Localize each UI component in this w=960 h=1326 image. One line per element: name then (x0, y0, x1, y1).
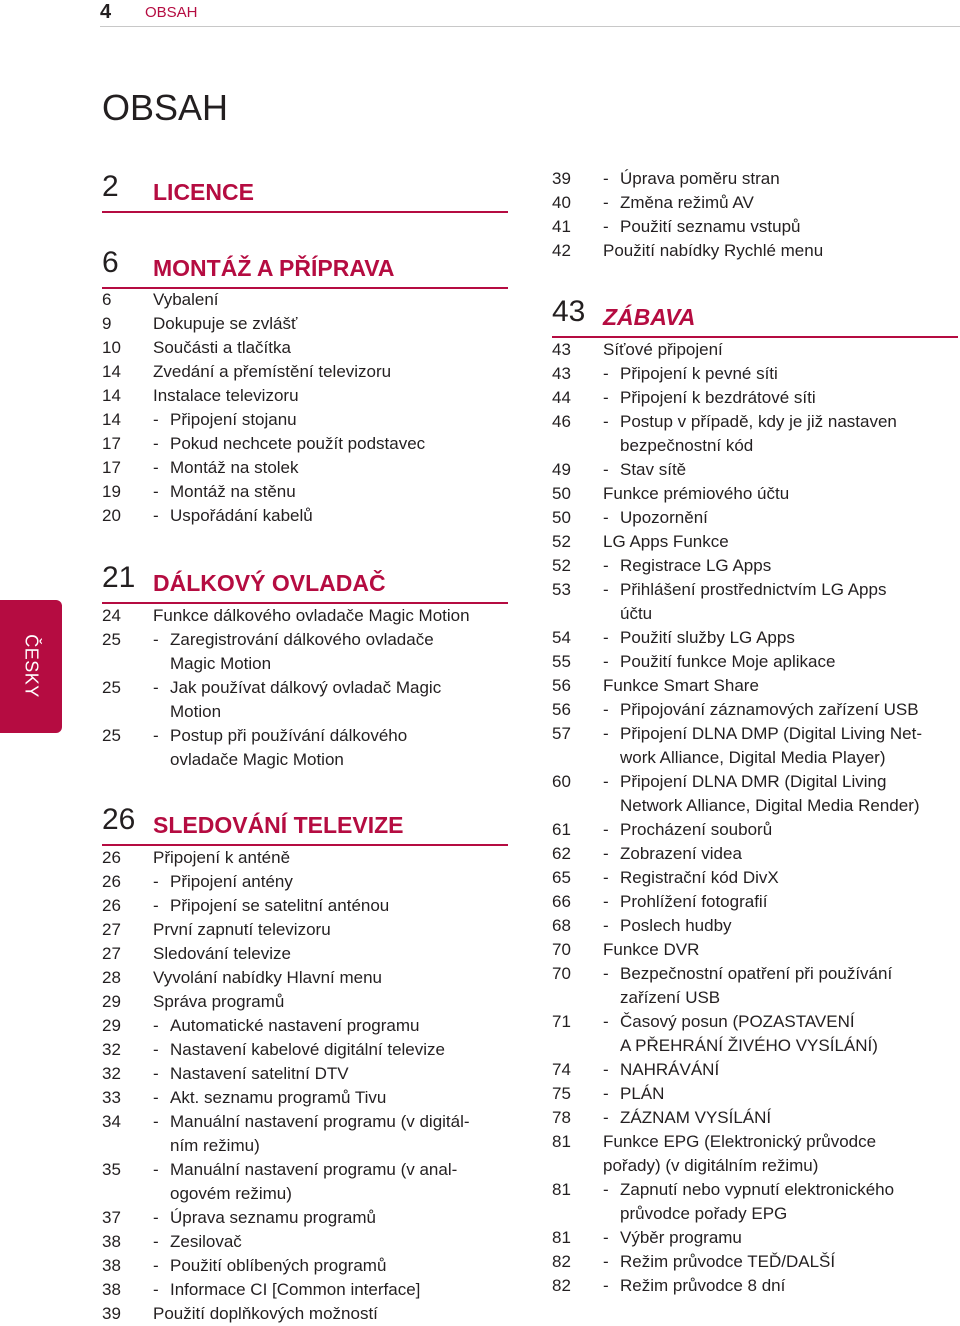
entry-text: První zapnutí televizoru (153, 920, 331, 939)
entry-text: Připojení k pevné síti (620, 364, 778, 383)
subentry-dash: - (603, 820, 609, 839)
page-header (0, 0, 960, 24)
entry-page-number: 46 (552, 412, 571, 431)
section-title: ZÁBAVA (603, 304, 696, 330)
entry-text: Použití seznamu vstupů (620, 217, 801, 236)
entry-page-number: 9 (102, 314, 112, 333)
language-tab-label: ČESKY (21, 634, 42, 698)
entry-page-number: 41 (552, 217, 571, 236)
entry-page-number: 24 (102, 606, 121, 625)
entry-page-number: 14 (102, 410, 121, 429)
section-title: LICENCE (153, 179, 254, 205)
entry-page-number: 57 (552, 724, 571, 743)
subentry-dash: - (603, 1060, 609, 1079)
entry-page-number: 25 (102, 678, 121, 697)
entry-text: účtu (620, 604, 653, 623)
entry-page-number: 32 (102, 1064, 121, 1083)
subentry-dash: - (603, 1012, 609, 1031)
entry-page-number: 14 (102, 386, 121, 405)
entry-text: Automatické nastavení programu (170, 1016, 420, 1035)
entry-page-number: 38 (102, 1280, 121, 1299)
entry-page-number: 49 (552, 460, 571, 479)
entry-text: LG Apps Funkce (603, 532, 729, 551)
subentry-dash: - (603, 217, 609, 236)
entry-text: Manuální nastavení programu (v digitál- (170, 1112, 470, 1131)
subentry-dash: - (153, 1016, 159, 1035)
entry-page-number: 10 (102, 338, 121, 357)
entry-page-number: 26 (102, 896, 121, 915)
entry-page-number: 39 (552, 169, 571, 188)
entry-page-number: 38 (102, 1256, 121, 1275)
subentry-dash: - (603, 724, 609, 743)
entry-text: Prohlížení fotografií (620, 892, 768, 911)
entry-page-number: 19 (102, 482, 121, 501)
entry-page-number: 25 (102, 630, 121, 649)
entry-text: Funkce dálkového ovladače Magic Motion (153, 606, 470, 625)
entry-text: PLÁN (620, 1084, 665, 1103)
entry-page-number: 65 (552, 868, 571, 887)
entry-text: Magic Motion (170, 654, 272, 673)
entry-page-number: 60 (552, 772, 571, 791)
page-number: 4 (100, 1, 112, 23)
entry-text: ZÁZNAM VYSÍLÁNÍ (620, 1108, 772, 1127)
entry-page-number: 14 (102, 362, 121, 381)
entry-page-number: 50 (552, 484, 571, 503)
entry-text: pořady) (v digitálním režimu) (603, 1156, 819, 1175)
entry-text: Nastavení satelitní DTV (170, 1064, 349, 1083)
entry-page-number: 55 (552, 652, 571, 671)
subentry-dash: - (603, 364, 609, 383)
entry-text: Připojení antény (170, 872, 293, 891)
subentry-dash: - (603, 460, 609, 479)
entry-text: Použití služby LG Apps (620, 628, 795, 647)
entry-text: Připojení k anténě (153, 848, 291, 867)
entry-text: zařízení USB (620, 988, 721, 1007)
section-title: DÁLKOVÝ OVLADAČ (153, 570, 386, 596)
subentry-dash: - (153, 1112, 159, 1131)
entry-page-number: 42 (552, 241, 571, 260)
subentry-dash: - (153, 896, 159, 915)
entry-page-number: 81 (552, 1132, 571, 1151)
entry-text: ním režimu) (170, 1136, 260, 1155)
page-title: OBSAH (102, 87, 229, 128)
entry-text: Montáž na stěnu (170, 482, 296, 501)
subentry-dash: - (603, 1108, 609, 1127)
subentry-dash: - (603, 1180, 609, 1199)
entry-text: Informace CI [Common interface] (170, 1280, 421, 1299)
subentry-dash: - (603, 844, 609, 863)
entry-page-number: 52 (552, 556, 571, 575)
entry-page-number: 20 (102, 506, 121, 525)
entry-page-number: 29 (102, 1016, 121, 1035)
subentry-dash: - (603, 1228, 609, 1247)
entry-text: Funkce EPG (Elektronický průvodce (603, 1132, 877, 1151)
entry-text: Sledování televize (153, 944, 291, 963)
entry-text: Připojení k bezdrátové síti (620, 388, 816, 407)
subentry-dash: - (603, 772, 609, 791)
subentry-dash: - (603, 580, 609, 599)
subentry-dash: - (603, 193, 609, 212)
entry-text: Pokud nechcete použít podstavec (170, 434, 426, 453)
subentry-dash: - (603, 916, 609, 935)
entry-text: Použití oblíbených programů (170, 1256, 387, 1275)
entry-text: Funkce Smart Share (603, 676, 759, 695)
entry-page-number: 43 (552, 340, 571, 359)
entry-page-number: 26 (102, 872, 121, 891)
entry-page-number: 25 (102, 726, 121, 745)
subentry-dash: - (153, 458, 159, 477)
entry-page-number: 54 (552, 628, 571, 647)
entry-text: Zobrazení videa (620, 844, 742, 863)
entry-text: work Alliance, Digital Media Player) (620, 748, 886, 767)
subentry-dash: - (153, 1280, 159, 1299)
entry-text: Poslech hudby (620, 916, 732, 935)
subentry-dash: - (153, 1064, 159, 1083)
entry-text: Úprava poměru stran (620, 169, 780, 188)
subentry-dash: - (153, 1040, 159, 1059)
entry-page-number: 37 (102, 1208, 121, 1227)
entry-text: Součásti a tlačítka (153, 338, 291, 357)
entry-page-number: 39 (102, 1304, 121, 1323)
entry-text: Úprava seznamu programů (170, 1208, 376, 1227)
entry-page-number: 17 (102, 434, 121, 453)
subentry-dash: - (603, 388, 609, 407)
subentry-dash: - (153, 1208, 159, 1227)
subentry-dash: - (153, 1160, 159, 1179)
entry-page-number: 44 (552, 388, 571, 407)
entry-page-number: 53 (552, 580, 571, 599)
entry-page-number: 78 (552, 1108, 571, 1127)
entry-page-number: 43 (552, 364, 571, 383)
entry-text: průvodce pořady EPG (620, 1204, 788, 1223)
entry-page-number: 52 (552, 532, 571, 551)
subentry-dash: - (153, 726, 159, 745)
entry-page-number: 38 (102, 1232, 121, 1251)
entry-text: Zapnutí nebo vypnutí elektronického (620, 1180, 895, 1199)
entry-text: Přihlášení prostřednictvím LG Apps (620, 580, 887, 599)
entry-page-number: 70 (552, 964, 571, 983)
entry-text: Použití nabídky Rychlé menu (603, 241, 824, 260)
subentry-dash: - (153, 1256, 159, 1275)
entry-page-number: 62 (552, 844, 571, 863)
entry-page-number: 6 (102, 290, 112, 309)
entry-text: Zvedání a přemístění televizoru (153, 362, 392, 381)
entry-text: Funkce DVR (603, 940, 700, 959)
entry-text: Připojení stojanu (170, 410, 297, 429)
entry-page-number: 61 (552, 820, 571, 839)
subentry-dash: - (153, 1232, 159, 1251)
entry-page-number: 50 (552, 508, 571, 527)
subentry-dash: - (603, 556, 609, 575)
entry-text: Funkce prémiového účtu (603, 484, 790, 503)
entry-text: Síťové připojení (603, 340, 723, 359)
subentry-dash: - (603, 412, 609, 431)
entry-page-number: 26 (102, 848, 121, 867)
section-divider (102, 211, 508, 213)
entry-page-number: 82 (552, 1252, 571, 1271)
entry-text: Registrace LG Apps (620, 556, 772, 575)
entry-page-number: 35 (102, 1160, 121, 1179)
entry-text: Režim průvodce 8 dní (620, 1276, 786, 1295)
entry-text: Uspořádání kabelů (170, 506, 313, 525)
entry-page-number: 81 (552, 1180, 571, 1199)
entry-page-number: 71 (552, 1012, 571, 1031)
subentry-dash: - (153, 630, 159, 649)
entry-text: Použití funkce Moje aplikace (620, 652, 836, 671)
subentry-dash: - (603, 508, 609, 527)
subentry-dash: - (153, 434, 159, 453)
language-tab (0, 600, 62, 733)
section-title: MONTÁŽ A PŘÍPRAVA (153, 255, 395, 281)
subentry-dash: - (153, 678, 159, 697)
entry-page-number: 27 (102, 920, 121, 939)
entry-page-number: 33 (102, 1088, 121, 1107)
entry-text: Stav sítě (620, 460, 687, 479)
section-page-number: 21 (102, 561, 136, 594)
section-title: SLEDOVÁNÍ TELEVIZE (153, 812, 404, 838)
entry-page-number: 82 (552, 1276, 571, 1295)
entry-text: Časový posun (POZASTAVENÍ (620, 1012, 855, 1031)
entry-text: ovladače Magic Motion (170, 750, 344, 769)
entry-text: Vybalení (153, 290, 219, 309)
header-divider (100, 26, 960, 27)
entry-page-number: 56 (552, 676, 571, 695)
entry-text: Zaregistrování dálkového ovladače (170, 630, 434, 649)
entry-text: ogovém režimu) (170, 1184, 292, 1203)
entry-page-number: 68 (552, 916, 571, 935)
entry-page-number: 28 (102, 968, 121, 987)
entry-text: Změna režimů AV (620, 193, 754, 212)
subentry-dash: - (603, 868, 609, 887)
entry-text: NAHRÁVÁNÍ (620, 1060, 720, 1079)
entry-text: Použití doplňkových možností (153, 1304, 378, 1323)
subentry-dash: - (603, 700, 609, 719)
entry-text: Dokupuje se zvlášť (153, 314, 298, 333)
entry-page-number: 74 (552, 1060, 571, 1079)
header-title: OBSAH (145, 4, 198, 21)
subentry-dash: - (603, 892, 609, 911)
entry-text: Zesilovač (170, 1232, 242, 1251)
entry-text: Připojování záznamových zařízení USB (620, 700, 919, 719)
subentry-dash: - (153, 506, 159, 525)
subentry-dash: - (153, 872, 159, 891)
entry-text: Připojení se satelitní anténou (170, 896, 390, 915)
entry-page-number: 40 (552, 193, 571, 212)
subentry-dash: - (153, 1088, 159, 1107)
entry-text: Montáž na stolek (170, 458, 299, 477)
entry-page-number: 29 (102, 992, 121, 1011)
entry-text: Manuální nastavení programu (v anal- (170, 1160, 458, 1179)
entry-page-number: 17 (102, 458, 121, 477)
entry-page-number: 32 (102, 1040, 121, 1059)
section-page-number: 26 (102, 803, 136, 836)
entry-text: Režim průvodce TEĎ/DALŠÍ (620, 1252, 836, 1271)
section-page-number: 6 (102, 246, 119, 279)
entry-text: Network Alliance, Digital Media Render) (620, 796, 920, 815)
entry-text: A PŘEHRÁNÍ ŽIVÉHO VYSÍLÁNÍ) (620, 1036, 878, 1055)
entry-text: Akt. seznamu programů Tivu (170, 1088, 387, 1107)
subentry-dash: - (603, 169, 609, 188)
subentry-dash: - (603, 964, 609, 983)
entry-text: Bezpečnostní opatření při používání (620, 964, 893, 983)
entry-page-number: 66 (552, 892, 571, 911)
entry-text: Připojení DLNA DMR (Digital Living (620, 772, 887, 791)
entry-text: Upozornění (620, 508, 708, 527)
subentry-dash: - (153, 482, 159, 501)
entry-text: Postup při používání dálkového (170, 726, 408, 745)
entry-text: Nastavení kabelové digitální televize (170, 1040, 445, 1059)
section-page-number: 2 (102, 170, 119, 203)
entry-text: Správa programů (153, 992, 285, 1011)
subentry-dash: - (153, 410, 159, 429)
subentry-dash: - (603, 652, 609, 671)
subentry-dash: - (603, 1276, 609, 1295)
entry-page-number: 34 (102, 1112, 121, 1131)
entry-text: Výběr programu (620, 1228, 742, 1247)
entry-text: Vyvolání nabídky Hlavní menu (153, 968, 382, 987)
subentry-dash: - (603, 1252, 609, 1271)
entry-page-number: 56 (552, 700, 571, 719)
entry-text: Procházení souborů (620, 820, 773, 839)
subentry-dash: - (603, 628, 609, 647)
section-page-number: 43 (552, 295, 586, 328)
entry-text: Jak používat dálkový ovladač Magic (170, 678, 442, 697)
entry-text: Registrační kód DivX (620, 868, 779, 887)
entry-page-number: 70 (552, 940, 571, 959)
entry-text: Postup v případě, kdy je již nastaven (620, 412, 897, 431)
entry-text: Motion (170, 702, 222, 721)
entry-text: bezpečnostní kód (620, 436, 754, 455)
entry-page-number: 81 (552, 1228, 571, 1247)
entry-page-number: 75 (552, 1084, 571, 1103)
entry-text: Instalace televizoru (153, 386, 299, 405)
entry-page-number: 27 (102, 944, 121, 963)
subentry-dash: - (603, 1084, 609, 1103)
entry-text: Připojení DLNA DMP (Digital Living Net- (620, 724, 923, 743)
